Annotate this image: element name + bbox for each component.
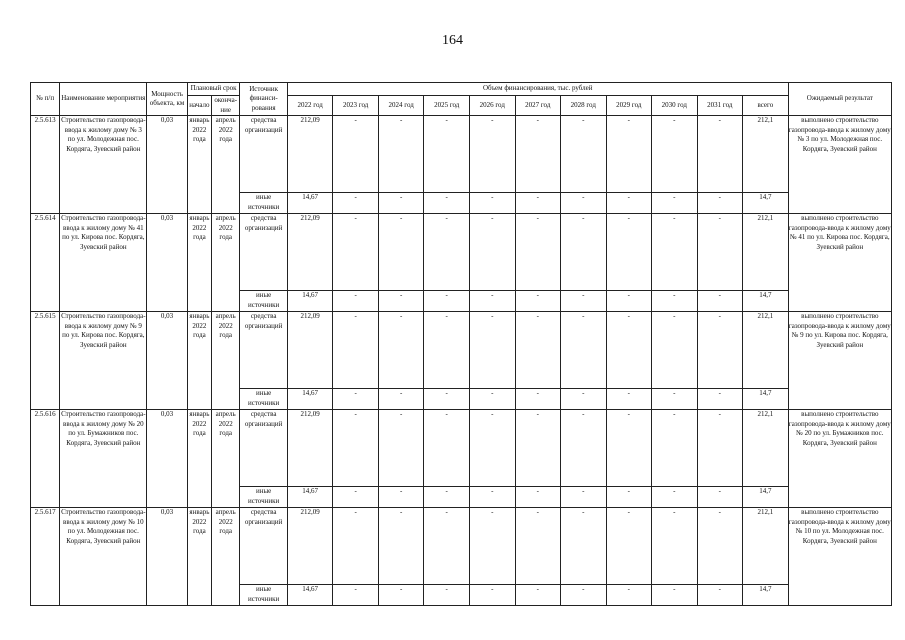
header-source: Источник финанси-рования (240, 83, 288, 116)
other-amount-2022: 14,67 (287, 291, 333, 312)
amount-2029: - (606, 312, 652, 389)
table-row (31, 116, 892, 193)
amount-2031: - (697, 312, 743, 389)
expected-result: выполнено строительство газопровода-ввода к жилому дому № 3 по ул. Молодежная пос. Кордяга, Зуевский район (788, 116, 891, 214)
amount-2028: - (561, 214, 607, 291)
amount-2026: - (469, 410, 515, 487)
funding-source-other: иные источники (240, 389, 288, 410)
other-amount-2031: - (697, 487, 743, 508)
table-row (31, 410, 892, 487)
amount-2027: - (515, 312, 561, 389)
other-amount-total: 14,7 (743, 585, 789, 606)
header-row (31, 83, 892, 96)
amount-2024: - (378, 116, 424, 193)
other-amount-2031: - (697, 291, 743, 312)
amount-2029: - (606, 214, 652, 291)
other-amount-total: 14,7 (743, 193, 789, 214)
other-amount-2026: - (469, 193, 515, 214)
other-amount-2028: - (561, 487, 607, 508)
expected-result: выполнено строительство газопровода-ввода к жилому дому № 41 по ул. Кирова пос. Кордяга, Зуевский район (788, 214, 891, 312)
amount-2029: - (606, 508, 652, 585)
amount-total: 212,1 (743, 312, 789, 389)
header-year: 2030 год (652, 96, 698, 116)
expected-result: выполнено строительство газопровода-ввода к жилому дому № 9 по ул. Кирова пос. Кордяга, Зуевский район (788, 312, 891, 410)
other-amount-2024: - (378, 193, 424, 214)
other-amount-2030: - (652, 487, 698, 508)
header-start: начало (187, 96, 211, 116)
header-year: 2029 год (606, 96, 652, 116)
amount-2030: - (652, 214, 698, 291)
amount-2027: - (515, 410, 561, 487)
measure-name: Строительство газопровода-ввода к жилому дому № 9 по ул. Кирова пос. Кордяга, Зуевский район (60, 312, 147, 410)
measure-name: Строительство газопровода-ввода к жилому дому № 3 по ул. Молодежная пос. Кордяга, Зуевский район (60, 116, 147, 214)
table-row (31, 214, 892, 291)
other-amount-2026: - (469, 585, 515, 606)
other-amount-total: 14,7 (743, 389, 789, 410)
amount-2025: - (424, 508, 470, 585)
other-amount-2025: - (424, 585, 470, 606)
other-amount-2027: - (515, 291, 561, 312)
capacity-cell: 0,03 (147, 410, 187, 508)
amount-2030: - (652, 508, 698, 585)
other-amount-2027: - (515, 487, 561, 508)
row-number: 2.5.615 (31, 312, 60, 410)
header-end: оконча-ние (212, 96, 240, 116)
start-date: январь 2022 года (187, 312, 211, 410)
amount-2024: - (378, 214, 424, 291)
other-amount-2028: - (561, 193, 607, 214)
capacity-cell: 0,03 (147, 116, 187, 214)
other-amount-2031: - (697, 585, 743, 606)
other-amount-2022: 14,67 (287, 389, 333, 410)
start-date: январь 2022 года (187, 214, 211, 312)
amount-2028: - (561, 116, 607, 193)
funding-source: средства организаций (240, 508, 288, 585)
amount-2025: - (424, 410, 470, 487)
other-amount-2027: - (515, 389, 561, 410)
start-date: январь 2022 года (187, 116, 211, 214)
row-number: 2.5.617 (31, 508, 60, 606)
header-name: Наименование мероприятия (60, 83, 147, 116)
amount-total: 212,1 (743, 410, 789, 487)
amount-2022: 212,09 (287, 410, 333, 487)
amount-2030: - (652, 116, 698, 193)
amount-total: 212,1 (743, 508, 789, 585)
amount-2031: - (697, 116, 743, 193)
other-amount-2026: - (469, 389, 515, 410)
amount-2024: - (378, 312, 424, 389)
financing-table (30, 82, 892, 606)
other-amount-2029: - (606, 487, 652, 508)
other-amount-2023: - (333, 291, 379, 312)
header-year: 2025 год (424, 96, 470, 116)
end-date: апрель 2022 года (212, 508, 240, 606)
other-amount-2029: - (606, 389, 652, 410)
table-row (31, 508, 892, 585)
amount-2027: - (515, 116, 561, 193)
header-year: 2031 год (697, 96, 743, 116)
other-amount-2031: - (697, 389, 743, 410)
end-date: апрель 2022 года (212, 214, 240, 312)
amount-2025: - (424, 116, 470, 193)
other-amount-2024: - (378, 585, 424, 606)
expected-result: выполнено строительство газопровода-ввода к жилому дому № 20 по ул. Бумажников пос. Кордяга, Зуевский район (788, 410, 891, 508)
amount-2026: - (469, 116, 515, 193)
funding-source: средства организаций (240, 116, 288, 193)
amount-2026: - (469, 312, 515, 389)
other-amount-2023: - (333, 585, 379, 606)
funding-source-other: иные источники (240, 193, 288, 214)
other-amount-2024: - (378, 487, 424, 508)
other-amount-2030: - (652, 193, 698, 214)
header-num: № п/п (31, 83, 60, 116)
expected-result: выполнено строительство газопровода-ввода к жилому дому № 10 по ул. Молодежная пос. Кордяга, Зуевский район (788, 508, 891, 606)
amount-2031: - (697, 214, 743, 291)
amount-2026: - (469, 508, 515, 585)
amount-2031: - (697, 410, 743, 487)
amount-2023: - (333, 116, 379, 193)
capacity-cell: 0,03 (147, 214, 187, 312)
other-amount-2025: - (424, 487, 470, 508)
other-amount-2027: - (515, 585, 561, 606)
header-period: Плановый срок (187, 83, 240, 96)
amount-2029: - (606, 410, 652, 487)
measure-name: Строительство газопровода-ввода к жилому дому № 10 по ул. Молодежная пос. Кордяга, Зуевский район (60, 508, 147, 606)
other-amount-2024: - (378, 389, 424, 410)
amount-2028: - (561, 508, 607, 585)
header-year: 2024 год (378, 96, 424, 116)
other-amount-2022: 14,67 (287, 487, 333, 508)
amount-2022: 212,09 (287, 508, 333, 585)
other-amount-2030: - (652, 585, 698, 606)
amount-2027: - (515, 214, 561, 291)
other-amount-2028: - (561, 389, 607, 410)
amount-2023: - (333, 214, 379, 291)
other-amount-2028: - (561, 291, 607, 312)
other-amount-2023: - (333, 487, 379, 508)
amount-2023: - (333, 508, 379, 585)
capacity-cell: 0,03 (147, 312, 187, 410)
header-year: 2023 год (333, 96, 379, 116)
other-amount-2025: - (424, 389, 470, 410)
amount-2023: - (333, 312, 379, 389)
funding-source: средства организаций (240, 312, 288, 389)
other-amount-2027: - (515, 193, 561, 214)
funding-source: средства организаций (240, 214, 288, 291)
header-year: 2028 год (561, 96, 607, 116)
row-number: 2.5.614 (31, 214, 60, 312)
amount-2023: - (333, 410, 379, 487)
amount-2022: 212,09 (287, 214, 333, 291)
amount-total: 212,1 (743, 116, 789, 193)
amount-2025: - (424, 214, 470, 291)
amount-2030: - (652, 312, 698, 389)
funding-source: средства организаций (240, 410, 288, 487)
other-amount-2030: - (652, 389, 698, 410)
funding-source-other: иные источники (240, 291, 288, 312)
amount-2024: - (378, 410, 424, 487)
start-date: январь 2022 года (187, 410, 211, 508)
header-volume: Объем финансирования, тыс. рублей (287, 83, 788, 96)
amount-2031: - (697, 508, 743, 585)
amount-2029: - (606, 116, 652, 193)
other-amount-2031: - (697, 193, 743, 214)
amount-2022: 212,09 (287, 116, 333, 193)
other-amount-2026: - (469, 291, 515, 312)
other-amount-2026: - (469, 487, 515, 508)
other-amount-total: 14,7 (743, 291, 789, 312)
other-amount-2029: - (606, 291, 652, 312)
capacity-cell: 0,03 (147, 508, 187, 606)
amount-total: 212,1 (743, 214, 789, 291)
row-number: 2.5.616 (31, 410, 60, 508)
other-amount-2025: - (424, 291, 470, 312)
end-date: апрель 2022 года (212, 312, 240, 410)
page-number: 164 (442, 33, 463, 48)
other-amount-2022: 14,67 (287, 585, 333, 606)
funding-source-other: иные источники (240, 585, 288, 606)
other-amount-2022: 14,67 (287, 193, 333, 214)
amount-2025: - (424, 312, 470, 389)
measure-name: Строительство газопровода-ввода к жилому дому № 20 по ул. Бумажников пос. Кордяга, Зуевский район (60, 410, 147, 508)
header-result: Ожидаемый результат (788, 83, 891, 116)
header-total: всего (743, 96, 789, 116)
other-amount-2023: - (333, 193, 379, 214)
header-capacity: Мощность объекта, км (147, 83, 187, 116)
table-row (31, 312, 892, 389)
other-amount-2029: - (606, 585, 652, 606)
header-year: 2026 год (469, 96, 515, 116)
other-amount-2024: - (378, 291, 424, 312)
other-amount-2028: - (561, 585, 607, 606)
amount-2026: - (469, 214, 515, 291)
other-amount-2029: - (606, 193, 652, 214)
amount-2028: - (561, 410, 607, 487)
header-year: 2022 год (287, 96, 333, 116)
amount-2028: - (561, 312, 607, 389)
header-year: 2027 год (515, 96, 561, 116)
measure-name: Строительство газопровода-ввода к жилому дому № 41 по ул. Кирова пос. Кордяга, Зуевский район (60, 214, 147, 312)
row-number: 2.5.613 (31, 116, 60, 214)
table-body (31, 116, 892, 606)
other-amount-2030: - (652, 291, 698, 312)
amount-2027: - (515, 508, 561, 585)
end-date: апрель 2022 года (212, 410, 240, 508)
start-date: январь 2022 года (187, 508, 211, 606)
amount-2022: 212,09 (287, 312, 333, 389)
other-amount-2025: - (424, 193, 470, 214)
other-amount-2023: - (333, 389, 379, 410)
amount-2024: - (378, 508, 424, 585)
amount-2030: - (652, 410, 698, 487)
other-amount-total: 14,7 (743, 487, 789, 508)
end-date: апрель 2022 года (212, 116, 240, 214)
funding-source-other: иные источники (240, 487, 288, 508)
